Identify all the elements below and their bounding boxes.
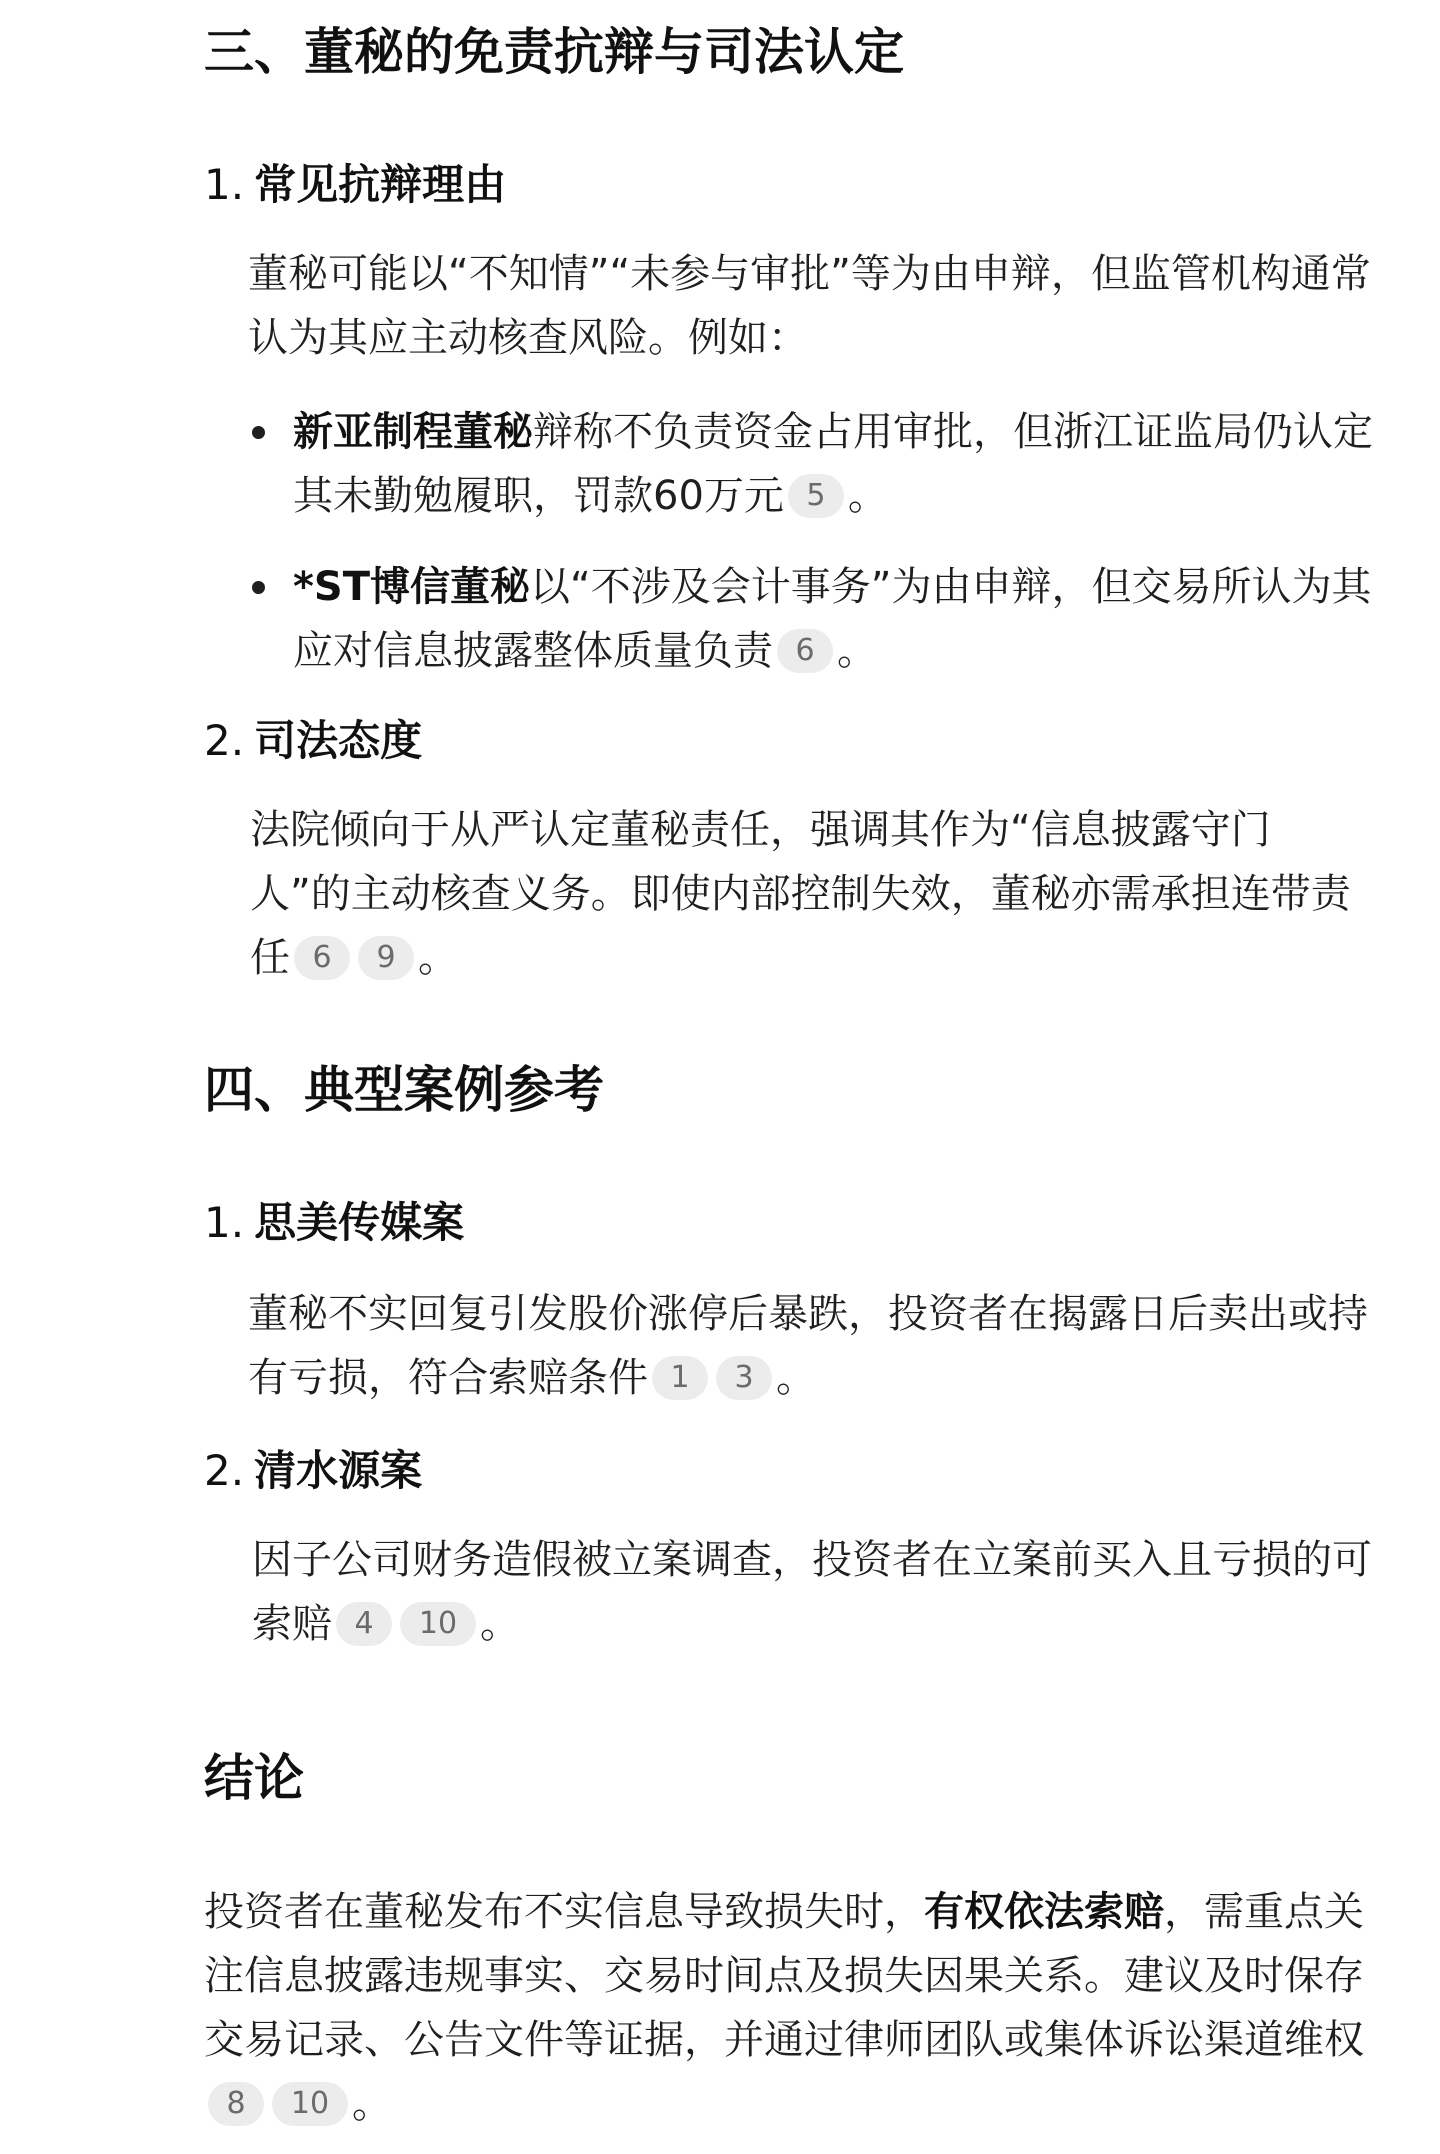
paragraph-text: 董秘不实回复引发股价涨停后暴跌，投资者在揭露日后卖出或持有亏损，符合索赔条件 [248, 1291, 1368, 1401]
sentence-end: 。 [480, 1601, 520, 1647]
bullet-icon [250, 555, 270, 619]
item-title: 司法态度 [254, 716, 423, 765]
sentence-end: 。 [837, 628, 877, 674]
item-heading [204, 714, 422, 768]
citation-badge[interactable]: 4 [336, 1602, 392, 1646]
citation-badge[interactable]: 10 [400, 1602, 476, 1646]
sentence-end: 。 [352, 2081, 392, 2127]
item-title: 清水源案 [254, 1446, 423, 1495]
bullet-icon [250, 400, 270, 464]
sentence-end: 。 [418, 935, 458, 981]
item-title: 常见抗辩理由 [254, 160, 507, 209]
item-number: 1. [204, 160, 245, 209]
conclusion-heading: 结论 [204, 1749, 304, 1807]
citation-badge[interactable]: 5 [788, 474, 844, 518]
item-heading [204, 158, 506, 212]
sentence-end: 。 [847, 473, 888, 519]
citation-badge[interactable]: 9 [358, 936, 414, 980]
bullet-text: 以“不涉及会计事务”为由申辩，但交易所认为其应对信息披露整体质量负责 [293, 564, 1372, 674]
citation-badge[interactable]: 6 [777, 629, 833, 673]
item-paragraph [252, 1528, 1382, 1656]
citation-badge[interactable]: 10 [272, 2082, 348, 2126]
item-title: 思美传媒案 [254, 1198, 465, 1247]
conclusion-paragraph [204, 1880, 1384, 2136]
conclusion-text: 投资者在董秘发布不实信息导致损失时， [204, 1889, 924, 1935]
item-paragraph: 董秘可能以“不知情”“未参与审批”等为由申辩，但监管机构通常认为其应主动核查风险。例如： [248, 251, 1371, 361]
conclusion-bold: 有权依法索赔 [924, 1889, 1164, 1935]
item-number: 2. [204, 1446, 245, 1495]
sentence-end: 。 [776, 1355, 816, 1401]
citation-badge[interactable]: 1 [652, 1356, 708, 1400]
citation-badge[interactable]: 8 [208, 2082, 264, 2126]
paragraph-text: 因子公司财务造假被立案调查，投资者在立案前买入且亏损的可索赔 [252, 1537, 1372, 1647]
item-paragraph [250, 798, 1370, 990]
citation-badge[interactable]: 6 [294, 936, 350, 980]
citation-badge[interactable]: 3 [716, 1356, 772, 1400]
bullet-text: 辩称不负责资金占用审批，但浙江证监局仍认定其未勤勉履职，罚款60万元 [293, 409, 1373, 519]
conclusion-text: ，需重点关注信息披露违规事实、交易时间点及损失因果关系。建议及时保存交易记录、公告文件等证据，并通过律师团队或集体诉讼渠道维权 [204, 1889, 1364, 2063]
item-number: 2. [204, 716, 245, 765]
bullet-bold: *ST博信董秘 [293, 564, 531, 610]
bullet-item [293, 400, 1383, 528]
bullet-item [293, 555, 1383, 683]
item-heading [204, 1196, 464, 1250]
section-heading: 四、典型案例参考 [204, 1061, 604, 1119]
bullet-bold: 新亚制程董秘 [293, 409, 533, 455]
paragraph-text: 法院倾向于从严认定董秘责任，强调其作为“信息披露守门人”的主动核查义务。即使内部控制失效，董秘亦需承担连带责任 [250, 807, 1351, 981]
item-number: 1. [204, 1198, 245, 1247]
item-paragraph [248, 1282, 1378, 1410]
item-heading [204, 1444, 422, 1498]
section-heading: 三、董秘的免责抗辩与司法认定 [204, 23, 904, 81]
